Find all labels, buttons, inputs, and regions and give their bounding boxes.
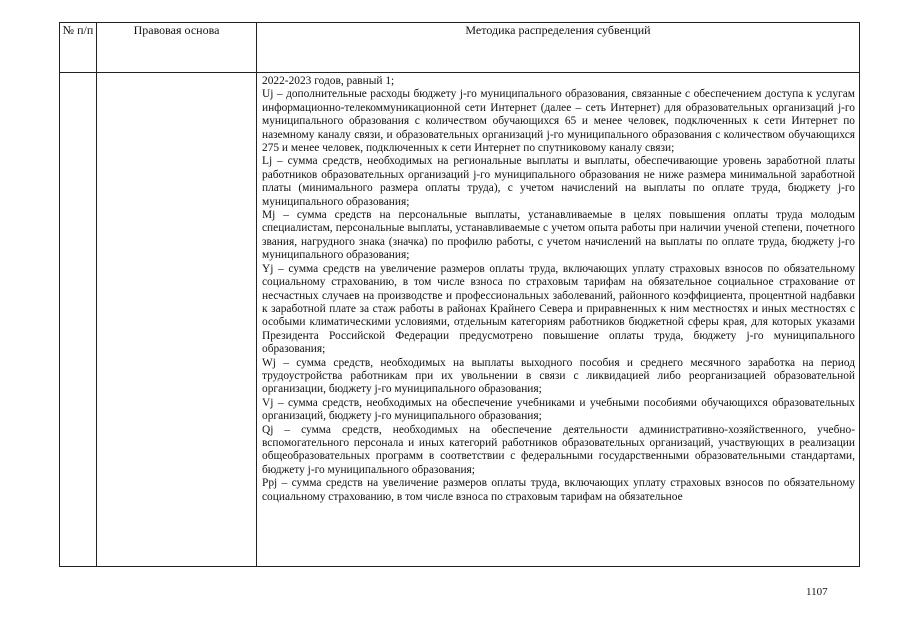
paragraph: 2022-2023 годов, равный 1; — [262, 75, 395, 87]
paragraph: Qj – сумма средств, необходимых на обеспечение деятельности административно-хозяйственного, учебно-вспомогательного персонала и иных категорий работников образовательных организаций, участвующих в реализации общеобразовательных программ в соответствии с федеральными государственными образовательными стандартами, бюджету j-го муниципального образования; — [262, 423, 855, 476]
paragraph: Lj – сумма средств, необходимых на региональные выплаты и выплаты, обеспечивающие уровень заработной платы работников образовательных организаций j-го муниципального образования не ниже размера минимальной заработной платы (минимального размера оплаты труда), с учетом начислений на выплаты по оплате труда, бюджету j-го муниципального образования; — [262, 155, 855, 208]
cell-number — [60, 73, 97, 567]
paragraph: Wj – сумма средств, необходимых на выплаты выходного пособия и среднего месячного заработка на период трудоустройства работникам при их увольнении в связи с ликвидацией либо реорганизацией образовательной организации, бюджету j-го муниципального образования; — [262, 356, 855, 396]
page-number: 1107 — [806, 586, 828, 598]
cell-method — [257, 73, 860, 567]
subvention-table — [59, 22, 860, 567]
paragraph: Vj – сумма средств, необходимых на обеспечение учебниками и учебными пособиями обучающихся образовательных организаций, бюджету j-го муниципального образования; — [262, 396, 855, 423]
header-method: Методика распределения субвенций — [257, 23, 860, 73]
header-legal-basis: Правовая основа — [97, 23, 257, 73]
table-header-row — [60, 23, 860, 73]
method-text — [257, 73, 859, 566]
cell-legal-basis — [97, 73, 257, 567]
paragraph: Yj – сумма средств на увеличение размеров оплаты труда, включающих уплату страховых взносов по обязательному социальному страхованию, в том числе взноса по страховым тарифам на обязательное социальное страхование от несчастных случаев на производстве и профессиональных заболеваний, районного коэффициента, процентной надбавки к заработной плате за стаж работы в районах Крайнего Севера и приравненных к ним местностях и иных местностях с особыми климатическими условиями, отдельным категориям работников бюджетной сферы края, для которых указами Президента Российской Федерации предусмотрено повышение оплаты труда, бюджету j-го муниципального образования; — [262, 262, 855, 356]
paragraph: Mj – сумма средств на персональные выплаты, устанавливаемые в целях повышения оплаты труда молодым специалистам, персональные выплаты, устанавливаемые с учетом опыта работы при наличии ученой степени, почетного звания, нагрудного знака (значка) по профилю работы, с учетом начислений на выплаты по оплате труда, бюджету j-го муниципального образования; — [262, 209, 855, 262]
paragraph: Uj – дополнительные расходы бюджету j-го муниципального образования, связанные с обеспечением доступа к услугам информационно-телекоммуникационной сети Интернет (далее – сеть Интернет) для образовательных организаций j-го муниципального образования с количеством обучающихся 65 и менее человек, подключенных к сети Интернет по наземному каналу связи, и образовательных организаций j-го муниципального образования с количеством обучающихся 275 и менее человек, подключенных к сети Интернет по спутниковому каналу связи; — [262, 88, 855, 155]
paragraph: Ppj – сумма средств на увеличение размеров оплаты труда, включающих уплату страховых взносов по обязательному социальному страхованию, в том числе взноса по страховым тарифам на обязательное — [262, 477, 855, 503]
header-number: № п/п — [60, 23, 97, 73]
table-row — [60, 73, 860, 567]
